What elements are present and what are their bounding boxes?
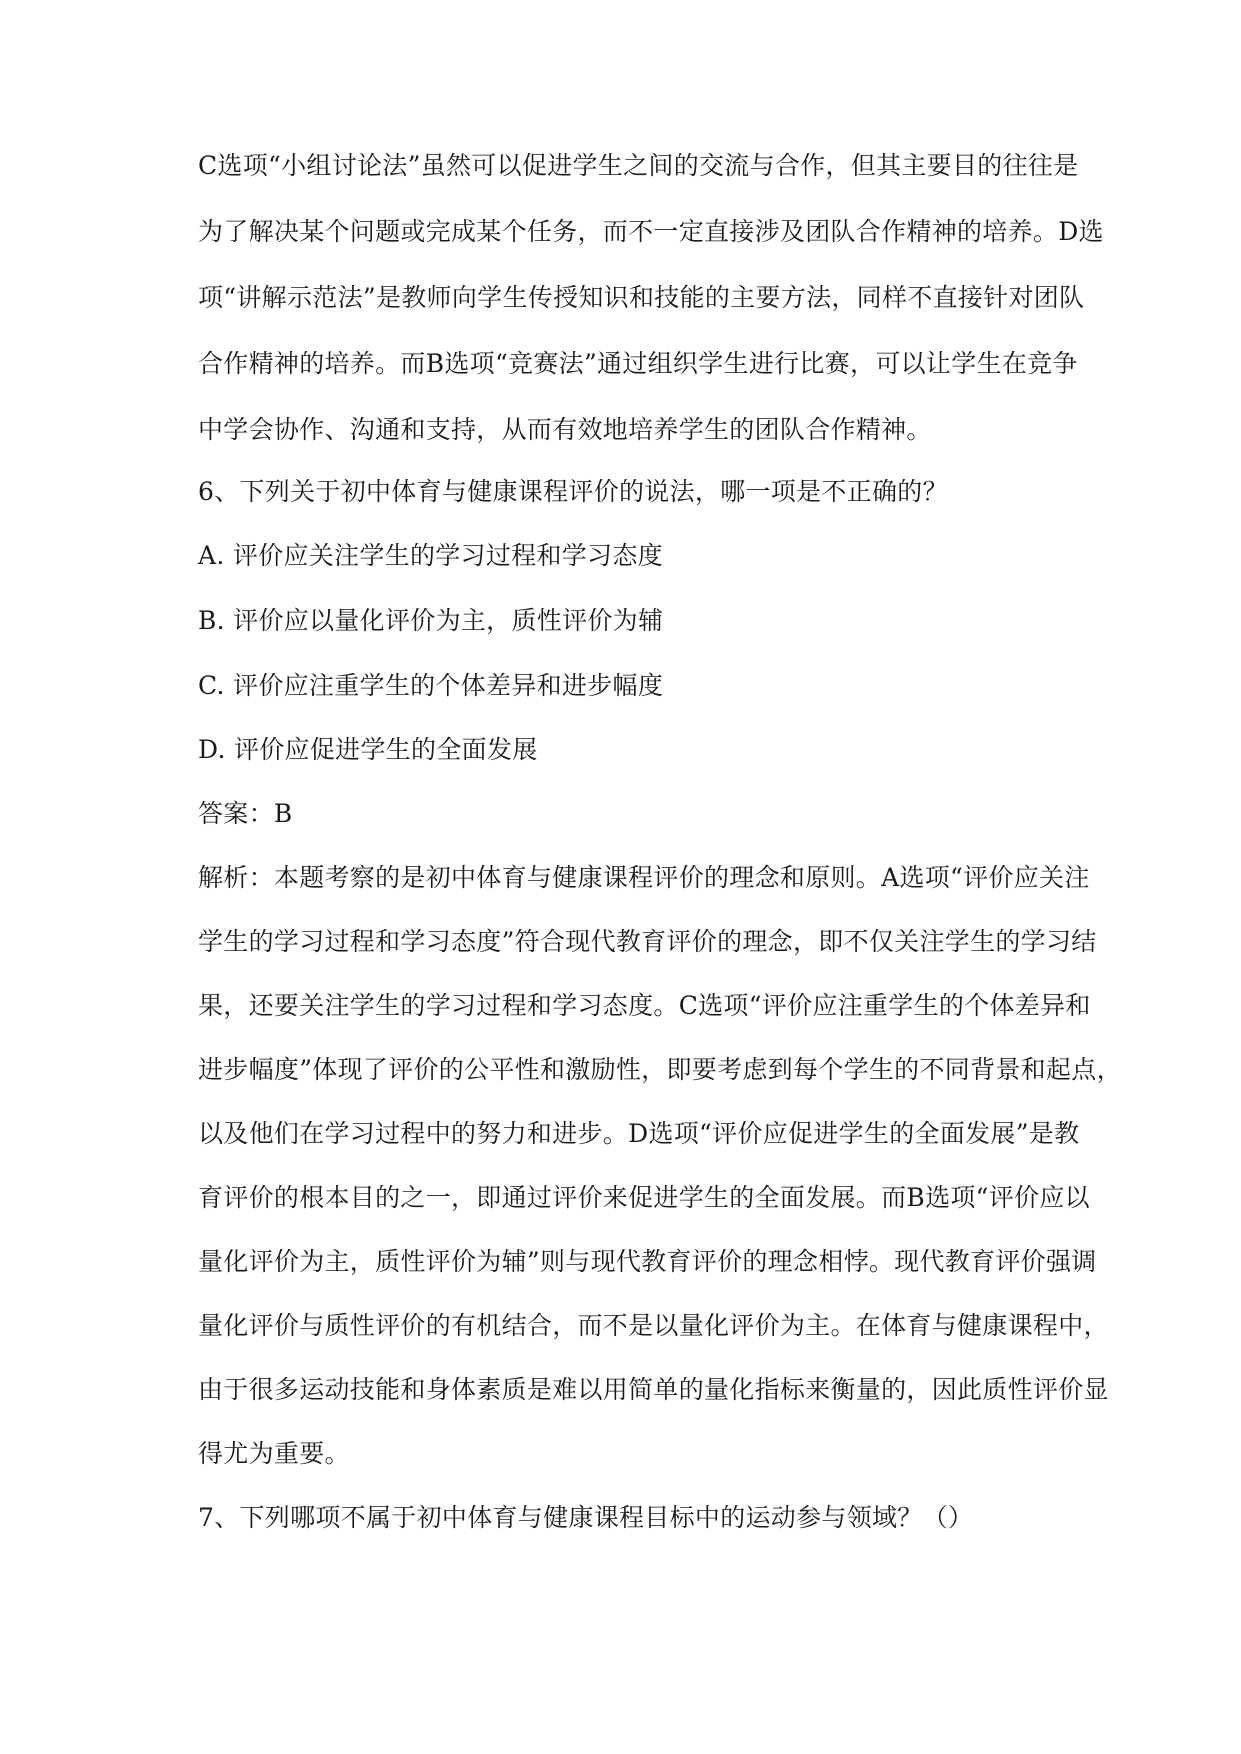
analysis-line: 进步幅度”体现了评价的公平性和激励性，即要考虑到每个学生的不同背景和起点， — [198, 1055, 1122, 1084]
option-c: C. 评价应注重学生的个体差异和进步幅度 — [198, 671, 664, 700]
text-line: 项“讲解示范法”是教师向学生传授知识和技能的主要方法，同样不直接针对团队 — [198, 283, 1085, 312]
question-6: 6、下列关于初中体育与健康课程评价的说法，哪一项是不正确的？ — [198, 477, 948, 506]
analysis-line: 量化评价为主，质性评价为辅”则与现代教育评价的理念相悖。现代教育评价强调 — [198, 1247, 1097, 1276]
analysis-line: 得尤为重要。 — [198, 1439, 350, 1468]
analysis-line: 量化评价与质性评价的有机结合，而不是以量化评价为主。在体育与健康课程中， — [198, 1311, 1109, 1340]
analysis-line: 解析：本题考察的是初中体育与健康课程评价的理念和原则。A选项“评价应关注 — [198, 863, 1090, 892]
analysis-line: 以及他们在学习过程中的努力和进步。D选项“评价应促进学生的全面发展”是教 — [198, 1119, 1080, 1148]
analysis-line: 果，还要关注学生的学习过程和学习态度。C选项“评价应注重学生的个体差异和 — [198, 991, 1091, 1020]
option-a: A. 评价应关注学生的学习过程和学习态度 — [198, 541, 663, 570]
text-line: 为了解决某个问题或完成某个任务，而不一定直接涉及团队合作精神的培养。D选 — [198, 217, 1104, 246]
analysis-line: 由于很多运动技能和身体素质是难以用简单的量化指标来衡量的，因此质性评价显 — [198, 1375, 1109, 1404]
option-b: B. 评价应以量化评价为主，质性评价为辅 — [198, 606, 664, 635]
answer: 答案：B — [198, 799, 293, 828]
text-line: 中学会协作、沟通和支持，从而有效地培养学生的团队合作精神。 — [198, 415, 932, 444]
analysis-line: 学生的学习过程和学习态度”符合现代教育评价的理念，即不仅关注学生的学习结 — [198, 927, 1097, 956]
question-7: 7、下列哪项不属于初中体育与健康课程目标中的运动参与领域？（） — [198, 1503, 974, 1532]
text-line: 合作精神的培养。而B选项“竞赛法”通过组织学生进行比赛，可以让学生在竞争 — [198, 349, 1078, 378]
text-line: C选项“小组讨论法”虽然可以促进学生之间的交流与合作，但其主要目的往往是 — [198, 151, 1079, 180]
analysis-line: 育评价的根本目的之一，即通过评价来促进学生的全面发展。而B选项“评价应以 — [198, 1183, 1090, 1212]
option-d: D. 评价应促进学生的全面发展 — [198, 735, 538, 764]
